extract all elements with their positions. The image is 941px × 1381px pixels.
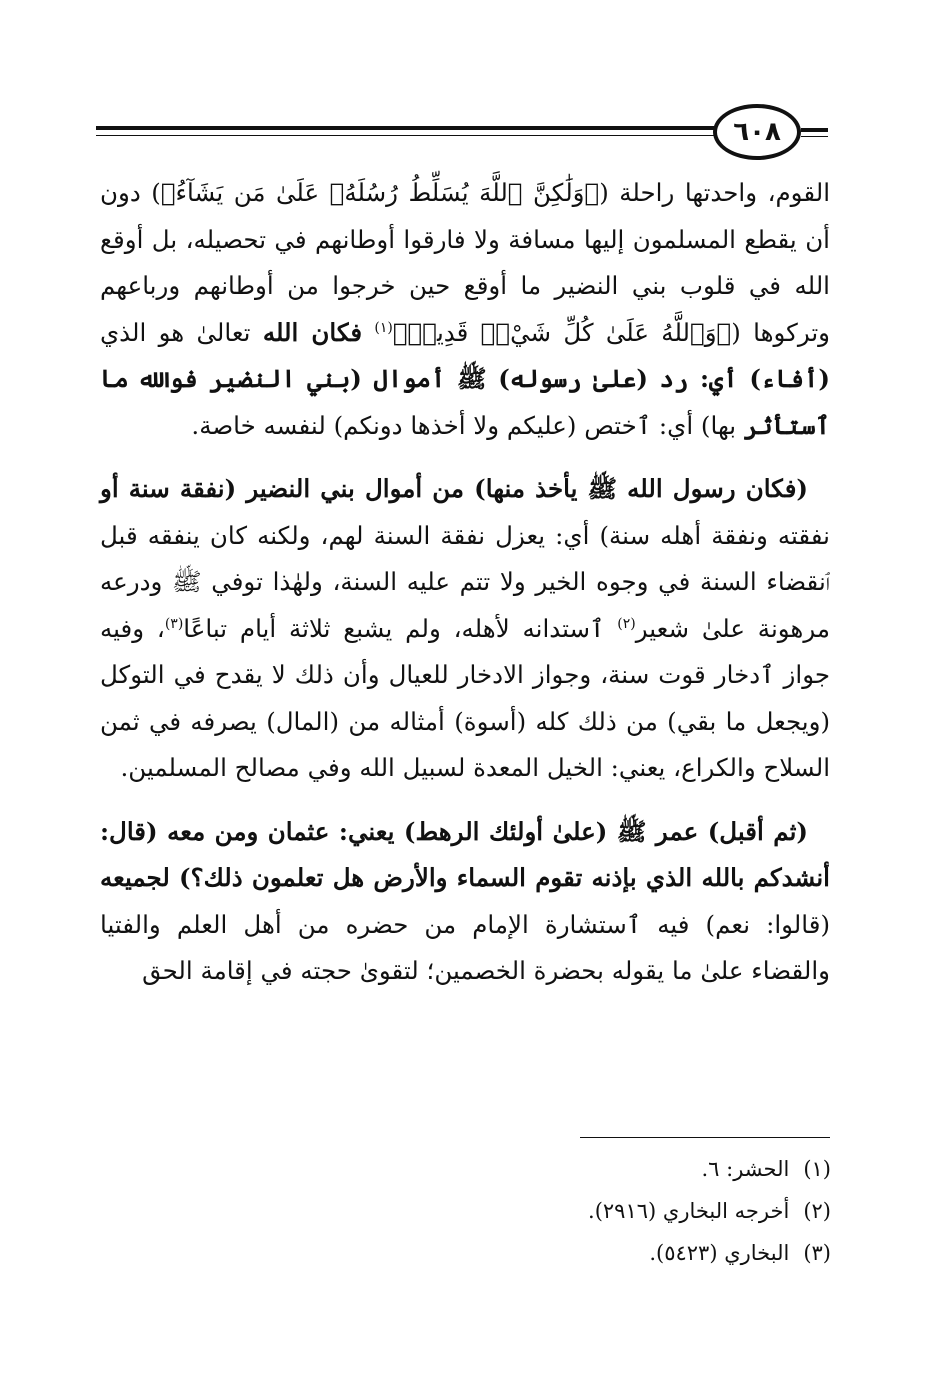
page-number-badge — [713, 104, 801, 160]
text-line: بها) أي: ٱختص (عليكم ولا أخذها دونكم) لنفسه خاصة. — [191, 410, 737, 440]
text-line: (ثم أقبل) عمر ﷺ (علىٰ أولئك الرهط) يعني: عثمان ومن معه (قال: — [100, 816, 808, 846]
text-line: (فكان رسول الله ﷺ يأخذ منها) من أموال بني النضير (نفقة سنة أو — [100, 474, 808, 503]
text-line: تباعًا — [183, 613, 228, 643]
paragraph-1 — [100, 170, 830, 449]
header-rule-right-thin — [801, 136, 828, 137]
text-line: وتركوها (﴿وَٱللَّهُ عَلَىٰ كُلِّ شَيْءٖ قَدِيرٞ﴾ — [392, 317, 830, 347]
footnote-2 — [331, 1190, 831, 1232]
footnote-divider — [580, 1137, 830, 1138]
text-line: ٱنقضاء السنة في وجوه الخير ولا تتم عليه السنة، ولهٰذا توفي ﷺ — [172, 567, 830, 596]
header-rule-right — [801, 128, 828, 132]
text-line: تعالىٰ هو الذي — [100, 317, 251, 347]
footnote-text: البخاري (٥٤٢٣). — [649, 1241, 790, 1265]
footnote-text: الحشر: ٦. — [701, 1157, 790, 1181]
footnotes — [331, 1148, 831, 1274]
paragraph-2 — [100, 466, 830, 792]
footnote-ref: (٣) — [164, 615, 184, 632]
text-line: ذلك لا يقدح في التوكل (ويجعل ما بقي) من ذلك كله (أسوة) أمثاله — [100, 660, 831, 736]
text-line: (قالوا: نعم) فيه ٱستشارة الإمام من حضره من أهل العلم والفتيا — [100, 909, 830, 939]
text-line: ، وفيه جواز ٱدخار قوت سنة، وجواز الادخار للعيال وأن — [100, 613, 830, 689]
page-header — [96, 104, 828, 160]
footnote-number: (١) — [803, 1157, 831, 1181]
footnote-ref: (٢) — [617, 615, 636, 632]
text-line: القوم، واحدتها راحلة (﴿وَلَٰكِنَّ ٱللَّهَ يُسَلِّطُ رُسُلَهُۥ عَلَىٰ مَن يَشَآءُ﴾) دون أن — [100, 178, 830, 254]
text-line: ٱستدانه لأهله، ولم يشبع ثلاثة أيام — [239, 613, 605, 643]
text-line: لسبيل الله وفي مصالح المسلمين. — [120, 753, 466, 782]
text-line-bold: فكان الله — [262, 317, 363, 347]
page-number: ٦٠٨ — [733, 117, 781, 147]
footnote-1 — [331, 1148, 831, 1190]
paragraph-3 — [100, 809, 830, 995]
text-line: أنشدكم بالله الذي بإذنه تقوم السماء والأرض هل تعلمون ذلك؟) لجميعه — [100, 863, 830, 892]
text-line: الله في قلوب بني النضير ما أوقع حين خرجوا من أوطانهم ورباعهم — [100, 271, 830, 300]
text-line: والقضاء علىٰ ما يقوله بحضرة الخصمين؛ لتقوىٰ حجته في إقامة الحق — [142, 956, 830, 985]
text-line: (أفاء) أي: رد (علىٰ رسوله) ﷺ أموال (بني النضير فوالله ما ٱستأثر — [100, 364, 830, 440]
text-line: نفقته ونفقة أهله سنة) أي: يعزل نفقة السنة لهم، ولكنه كان ينفقه قبل — [100, 520, 830, 550]
footnote-number: (٢) — [803, 1199, 831, 1223]
header-rule-thin — [96, 135, 716, 136]
footnote-ref: (١) — [374, 319, 393, 336]
text-line: من (المال) يصرفه في ثمن السلاح والكراع، يعني: الخيل المعدة — [100, 706, 830, 782]
text-line: يقطع المسلمون إليها مسافة ولا فارقوا أوطانهم في تحصيله، بل أوقع — [100, 224, 797, 254]
text-line: ودرعه مرهونة علىٰ شعير — [100, 567, 830, 643]
footnote-3 — [331, 1232, 831, 1274]
footnote-number: (٣) — [803, 1241, 831, 1265]
footnote-text: أخرجه البخاري (٢٩١٦). — [588, 1199, 790, 1223]
header-rule-thick — [96, 126, 716, 130]
main-text — [100, 170, 830, 995]
